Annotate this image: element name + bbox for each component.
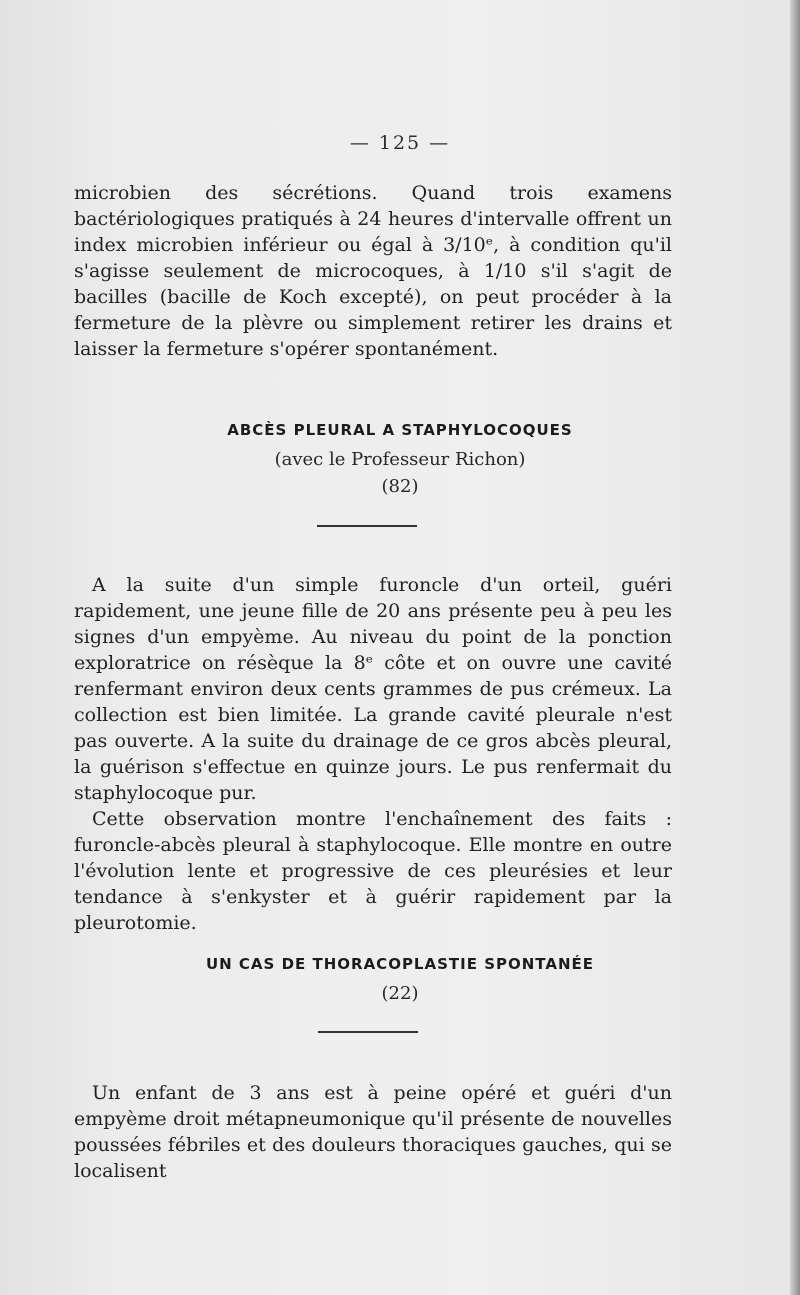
section1-paragraph-2: Cette observation montre l'enchaînement des faits : furoncle-abcès pleural à staphylocoque. Elle montre en outre l'évolution lente et progressive de ces pleurésies et leur tendance à s'enkyster et à guérir rapidement par la pleurotomie.	[74, 808, 672, 934]
section1-body	[74, 572, 672, 936]
section2-body	[74, 1080, 672, 1184]
intro-paragraph: microbien des sécrétions. Quand trois examens bactériologiques pratiqués à 24 heures d'intervalle offrent un index microbien inférieur ou égal à 3/10ᵉ, à condition qu'il s'agisse seulement de microcoques, à 1/10 s'il s'agit de bacilles (bacille de Koch excepté), on peut procéder à la fermeture de la plèvre ou simplement retirer les drains et laisser la fermeture s'opérer spontanément.	[74, 182, 672, 360]
section1-subtitle: (avec le Professeur Richon)	[274, 449, 526, 470]
section1-paragraph-1: A la suite d'un simple furoncle d'un orteil, guéri rapidement, une jeune fille de 20 ans présente peu à peu les signes d'un empyème. Au niveau du point de la ponction exploratrice on résèque la 8ᵉ côte et on ouvre une cavité renfermant environ deux cents grammes de pus crémeux. La collection est bien limitée. La grande cavité pleurale n'est pas ouverte. A la suite du drainage de ce gros abcès pleural, la guérison s'effectue en quinze jours. Le pus renfermait du staphylocoque pur.	[74, 574, 672, 804]
page-edge-shadow	[790, 0, 800, 1295]
section2-divider	[318, 1031, 418, 1033]
section1-title: ABCÈS PLEURAL A STAPHYLOCOQUES	[227, 421, 573, 439]
section1-divider	[317, 525, 417, 527]
page-number: — 125 —	[349, 132, 451, 154]
section2-title: UN CAS DE THORACOPLASTIE SPONTANÉE	[205, 955, 595, 973]
intro-section	[74, 180, 672, 362]
section1-reference: (82)	[381, 476, 419, 497]
section2-paragraph-1: Un enfant de 3 ans est à peine opéré et guéri d'un empyème droit métapneumonique qu'il présente de nouvelles poussées fébriles et des douleurs thoraciques gauches, qui se localisent	[74, 1082, 672, 1182]
section2-reference: (22)	[381, 983, 419, 1004]
